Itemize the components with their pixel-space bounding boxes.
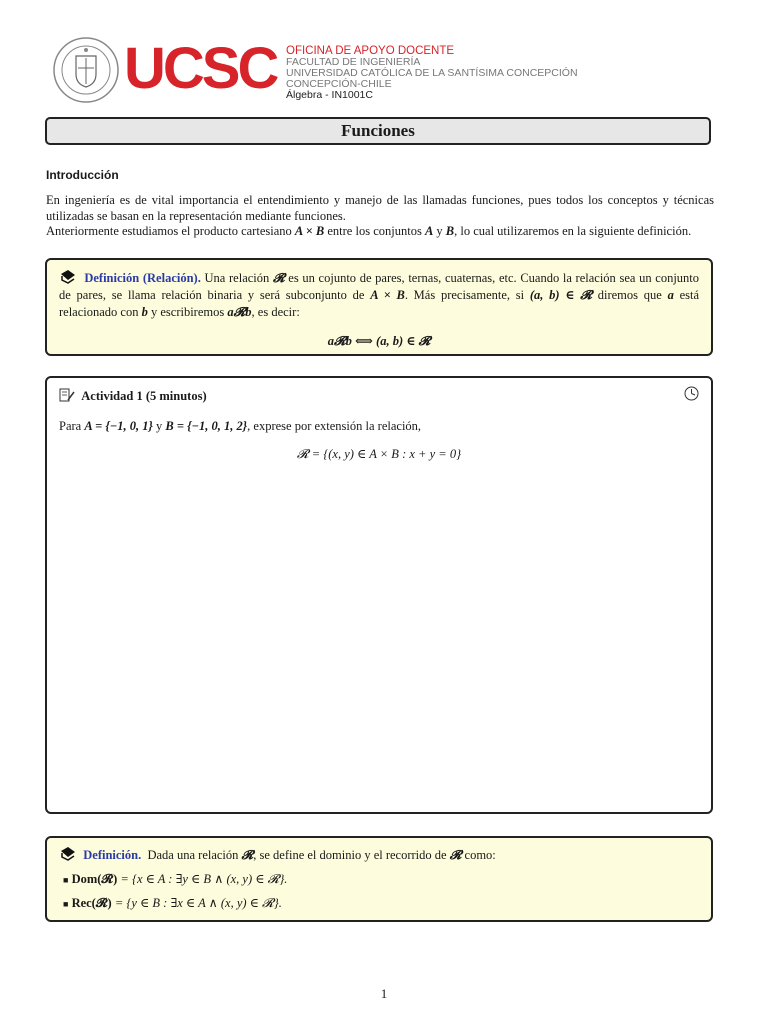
math-inline: A × B	[370, 288, 405, 302]
activity-text: Para	[59, 419, 82, 433]
course-line: Álgebra - IN1001C	[286, 89, 373, 101]
activity-header	[59, 388, 699, 404]
activity-text: y	[156, 419, 163, 433]
clock-icon	[684, 386, 699, 401]
definition-text	[59, 269, 699, 321]
math-inline: A × B	[294, 224, 325, 238]
university-seal-logo	[52, 36, 120, 104]
office-line: FACULTAD DE INGENIERÍA	[286, 56, 421, 68]
activity-text	[59, 419, 699, 434]
math-inline: A = {−1, 0, 1}	[84, 419, 153, 433]
intro-text: entre los conjuntos	[327, 224, 422, 238]
definition-text: está relacionado con	[59, 288, 699, 319]
activity-formula: 𝓡 = {(x, y) ∈ A × B : x + y = 0}	[296, 447, 462, 461]
math-inline: 𝓡	[449, 847, 462, 862]
math-inline: a	[667, 288, 674, 302]
definition-text: diremos que	[597, 288, 662, 302]
definition-label: Definición.	[83, 848, 142, 862]
activity-text: , exprese por extensión la relación,	[247, 419, 422, 433]
definition-text: como:	[464, 848, 496, 862]
intro-text: En ingeniería es de vital importancia el entendimiento y manejo de las llamadas funciones, pues todos los conceptos y técnicas utilizadas se basan en la representación mediante funciones.	[46, 193, 714, 223]
definition-text: , es decir:	[251, 305, 300, 319]
intro-text: y	[436, 224, 443, 238]
list-item: ■ Dom(𝓡) = {x ∈ A : ∃y ∈ B ∧ (x, y) ∈ 𝓡}.	[63, 872, 288, 886]
definition-text: Una relación	[204, 271, 270, 285]
page-title: Funciones	[45, 117, 711, 145]
definition-formula: a𝓡b ⟺ (a, b) ∈ 𝓡	[327, 334, 431, 348]
bookmark-icon	[59, 270, 77, 284]
math-inline: B = {−1, 0, 1, 2}	[165, 419, 248, 433]
definition-text	[59, 847, 699, 863]
definition-label: Definición (Relación).	[84, 271, 201, 285]
definition-box	[45, 258, 713, 356]
dom-name: Dom(𝓡)	[71, 872, 118, 886]
definition-text: y escribiremos	[150, 305, 225, 319]
math-inline: A	[424, 224, 434, 238]
list-item: ■ Rec(𝓡) = {y ∈ B : ∃x ∈ A ∧ (x, y) ∈ 𝓡}.	[63, 896, 282, 910]
definition-text: , se define el dominio y el recorrido de	[253, 848, 447, 862]
math-inline: B	[445, 224, 455, 238]
intro-paragraph	[46, 193, 714, 240]
definition-text: Dada una relación	[147, 848, 239, 862]
math-inline: (a, b) ∈ 𝓡	[529, 288, 592, 302]
rec-formula: = {y ∈ B : ∃x ∈ A ∧ (x, y) ∈ 𝓡}.	[111, 896, 282, 910]
office-line: UNIVERSIDAD CATÓLICA DE LA SANTÍSIMA CONCEPCIÓN	[286, 67, 578, 79]
math-inline: 𝓡	[241, 847, 254, 862]
office-line: CONCEPCIÓN-CHILE	[286, 78, 392, 90]
math-inline: b	[141, 305, 148, 319]
math-inline: 𝓡	[272, 270, 285, 285]
definition-text: . Más precisamente, si	[404, 288, 525, 302]
activity-title: Actividad 1 (5 minutos)	[81, 389, 207, 403]
office-line: OFICINA DE APOYO DOCENTE	[286, 45, 455, 57]
office-info	[286, 46, 578, 101]
intro-text: Anteriormente estudiamos el producto cartesiano	[46, 224, 292, 238]
section-heading: Introducción	[46, 168, 119, 182]
dom-formula: = {x ∈ A : ∃y ∈ B ∧ (x, y) ∈ 𝓡}.	[117, 872, 288, 886]
math-inline: a𝓡b	[227, 305, 252, 319]
rec-name: Rec(𝓡)	[71, 896, 112, 910]
definition-text: es un cojunto de pares, ternas, cuaternas, etc. Cuando la relación sea un conjunto de pares, se llama relación binaria y será subconjunto de	[59, 271, 700, 302]
page-number: 1	[380, 986, 388, 1001]
intro-text: , lo cual utilizaremos en la siguiente definición.	[454, 224, 692, 238]
definition-box	[45, 836, 713, 922]
activity-box	[45, 376, 713, 814]
brand-wordmark: UCSC	[124, 36, 277, 101]
bookmark-icon	[59, 847, 77, 861]
pencil-paper-icon	[59, 388, 75, 402]
